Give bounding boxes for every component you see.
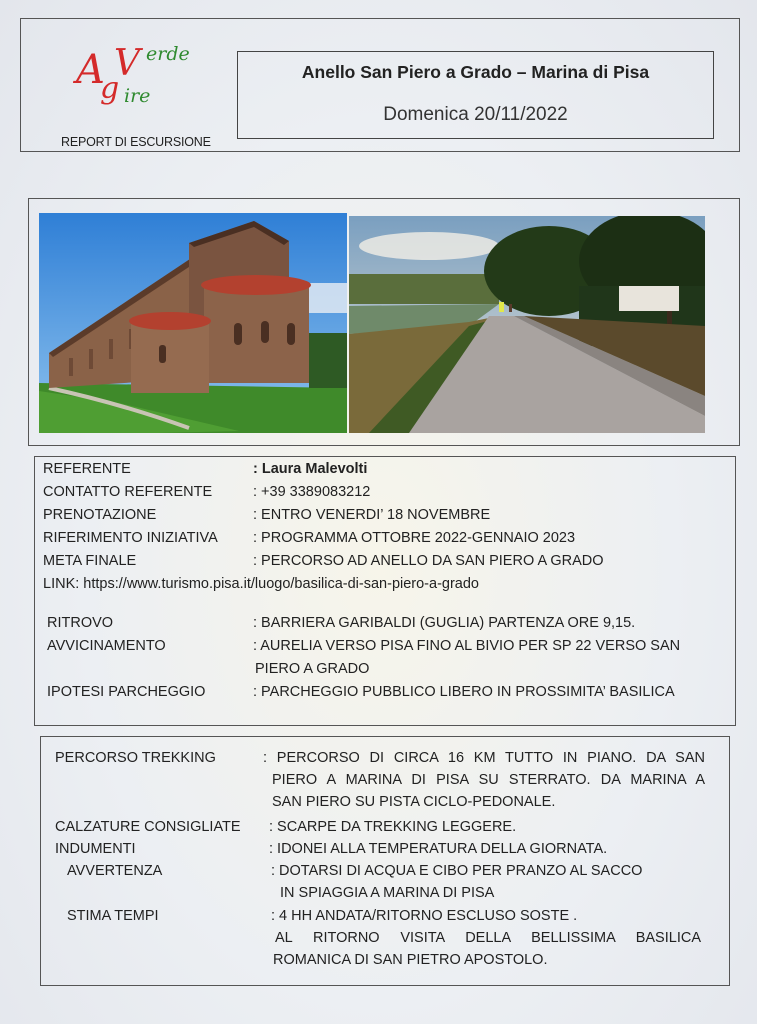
link-text: LINK: https://www.turismo.pisa.it/luogo/basilica-di-san-piero-a-grado	[43, 576, 479, 592]
indumenti-value: : IDONEI ALLA TEMPERATURA DELLA GIORNATA.	[269, 841, 608, 857]
logo-letter-a: A	[76, 47, 105, 93]
logo-letter-v: V	[114, 43, 140, 84]
percorso-line-3: SAN PIERO SU PISTA CICLO-PEDONALE.	[272, 794, 556, 810]
page-title: Anello San Piero a Grado – Marina di Pisa	[301, 62, 650, 82]
cycle-path-photo	[349, 216, 705, 433]
avvertenza-line-1: : DOTARSI DI ACQUA E CIBO PER PRANZO AL SACCO	[271, 863, 643, 879]
ritrovo-value: : BARRIERA GARIBALDI (GUGLIA) PARTENZA ORE 9,15.	[253, 615, 636, 631]
prenotazione-value: : ENTRO VENERDI’ 18 NOVEMBRE	[253, 507, 491, 523]
referente-value: : Laura Malevolti	[253, 461, 368, 477]
ritrovo-label: RITROVO	[47, 615, 114, 631]
logo-erde: erde	[146, 43, 190, 65]
avvicinamento-value-2: PIERO A GRADO	[255, 661, 370, 677]
percorso-label: PERCORSO TREKKING	[55, 750, 216, 766]
parcheggio-label: IPOTESI PARCHEGGIO	[47, 684, 206, 700]
avvertenza-line-2: IN SPIAGGIA A MARINA DI PISA	[280, 885, 495, 901]
riferimento-label: RIFERIMENTO INIZIATIVA	[43, 530, 218, 546]
event-date: Domenica 20/11/2022	[383, 104, 568, 125]
photo-box	[28, 198, 740, 446]
calzature-label: CALZATURE CONSIGLIATE	[55, 819, 241, 835]
stima-line-1: : 4 HH ANDATA/RITORNO ESCLUSO SOSTE .	[271, 908, 578, 924]
prenotazione-label: PRENOTAZIONE	[43, 507, 157, 523]
contatto-value: : +39 3389083212	[253, 484, 371, 500]
stima-label: STIMA TEMPI	[67, 908, 159, 924]
calzature-value: : SCARPE DA TREKKING LEGGERE.	[269, 819, 517, 835]
stima-value	[271, 905, 701, 971]
title-box	[237, 51, 714, 139]
referente-label: REFERENTE	[43, 461, 131, 477]
basilica-photo	[39, 213, 347, 433]
stima-line-2: AL RITORNO VISITA DELLA BELLISSIMA BASILICA	[275, 930, 701, 946]
info-box	[34, 456, 736, 726]
avvertenza-label: AVVERTENZA	[67, 863, 163, 879]
agire-verde-logo	[76, 41, 216, 121]
meta-value: : PERCORSO AD ANELLO DA SAN PIERO A GRADO	[253, 553, 604, 569]
indumenti-label: INDUMENTI	[55, 841, 136, 857]
header-box	[20, 18, 740, 152]
avvertenza-value	[271, 860, 711, 904]
report-label: REPORT DI ESCURSIONE	[61, 135, 211, 149]
riferimento-value: : PROGRAMMA OTTOBRE 2022-GENNAIO 2023	[253, 530, 576, 546]
logo-letter-g: g	[100, 71, 120, 106]
logo-ire: ire	[124, 85, 151, 107]
avvicinamento-value-1: : AURELIA VERSO PISA FINO AL BIVIO PER SP 22 VERSO SAN	[253, 638, 681, 654]
trekking-box	[40, 736, 730, 986]
contatto-label: CONTATTO REFERENTE	[43, 484, 213, 500]
stima-line-3: ROMANICA DI SAN PIETRO APOSTOLO.	[273, 952, 548, 968]
percorso-line-1: : PERCORSO DI CIRCA 16 KM TUTTO IN PIANO. DA SAN	[263, 750, 705, 766]
parcheggio-value: : PARCHEGGIO PUBBLICO LIBERO IN PROSSIMITA’ BASILICA	[253, 684, 675, 700]
avvicinamento-label: AVVICINAMENTO	[47, 638, 166, 654]
percorso-line-2: PIERO A MARINA DI PISA SU STERRATO. DA MARINA A	[272, 772, 705, 788]
percorso-value	[263, 747, 705, 813]
meta-label: META FINALE	[43, 553, 137, 569]
